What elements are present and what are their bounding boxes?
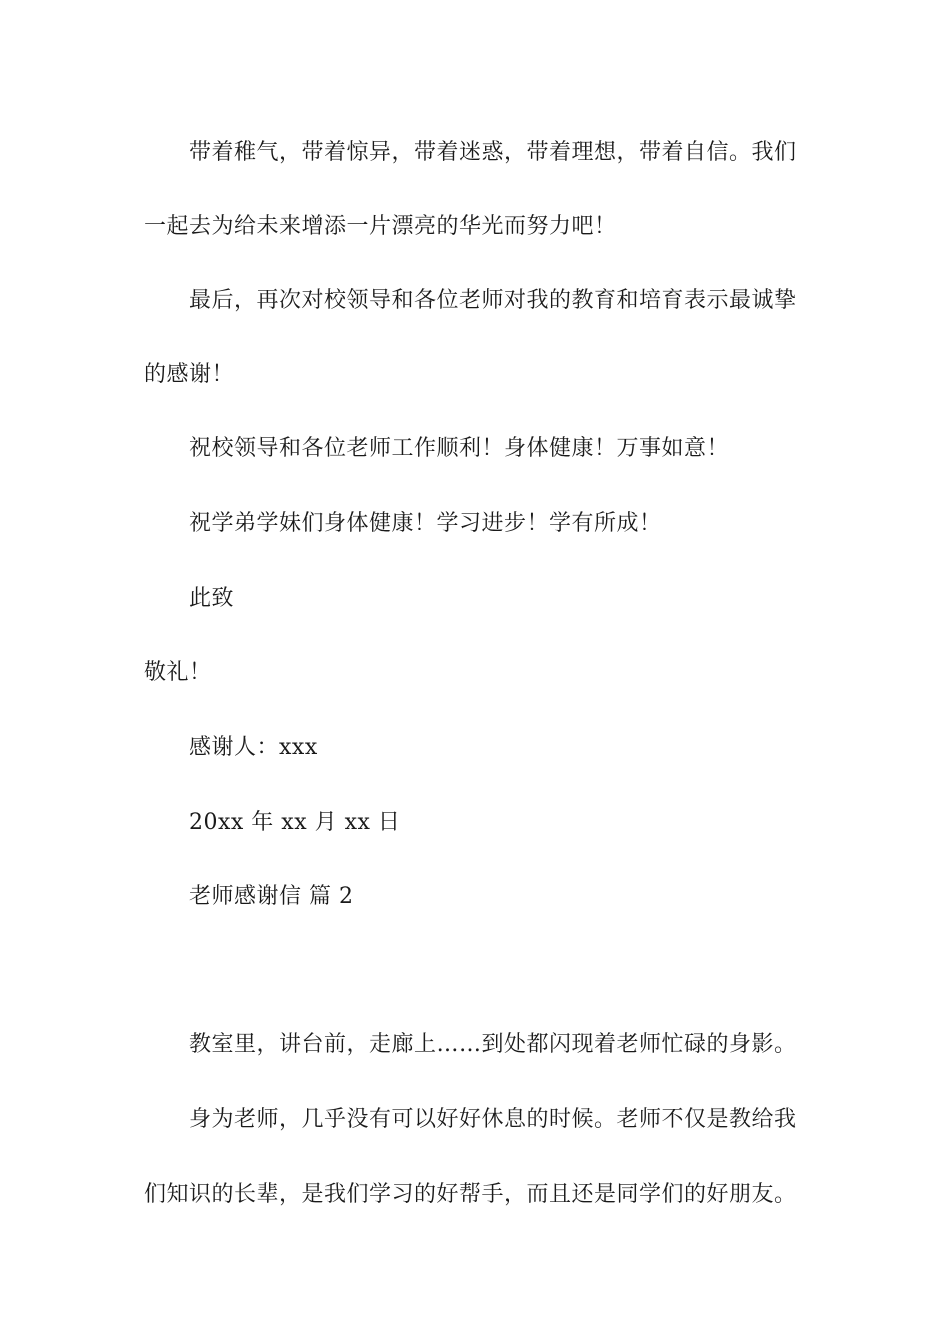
paragraph-line: 带着稚气，带着惊异，带着迷惑，带着理想，带着自信。我们 [189, 140, 797, 165]
closing-to: 此致 [189, 586, 235, 611]
date: 20xx 年 xx 月 xx 日 [189, 810, 401, 835]
section-title: 老师感谢信 篇 2 [189, 884, 354, 909]
paragraph-line: 们知识的长辈，是我们学习的好帮手，而且还是同学们的好朋友。 [144, 1182, 797, 1207]
paragraph-line: 祝学弟学妹们身体健康！学习进步！学有所成！ [189, 511, 662, 536]
paragraph-line: 最后，再次对校领导和各位老师对我的教育和培育表示最诚挚 [189, 288, 797, 313]
signer: 感谢人：xxx [189, 735, 318, 760]
paragraph-line: 教室里，讲台前，走廊上……到处都闪现着老师忙碌的身影。 [189, 1032, 797, 1057]
paragraph-line: 的感谢！ [144, 362, 235, 387]
paragraph-line: 祝校领导和各位老师工作顺利！身体健康！万事如意！ [189, 436, 730, 461]
paragraph-line: 一起去为给未来增添一片漂亮的华光而努力吧！ [144, 214, 617, 239]
closing-salute: 敬礼！ [144, 660, 212, 685]
paragraph-line: 身为老师，几乎没有可以好好休息的时候。老师不仅是教给我 [189, 1107, 797, 1132]
